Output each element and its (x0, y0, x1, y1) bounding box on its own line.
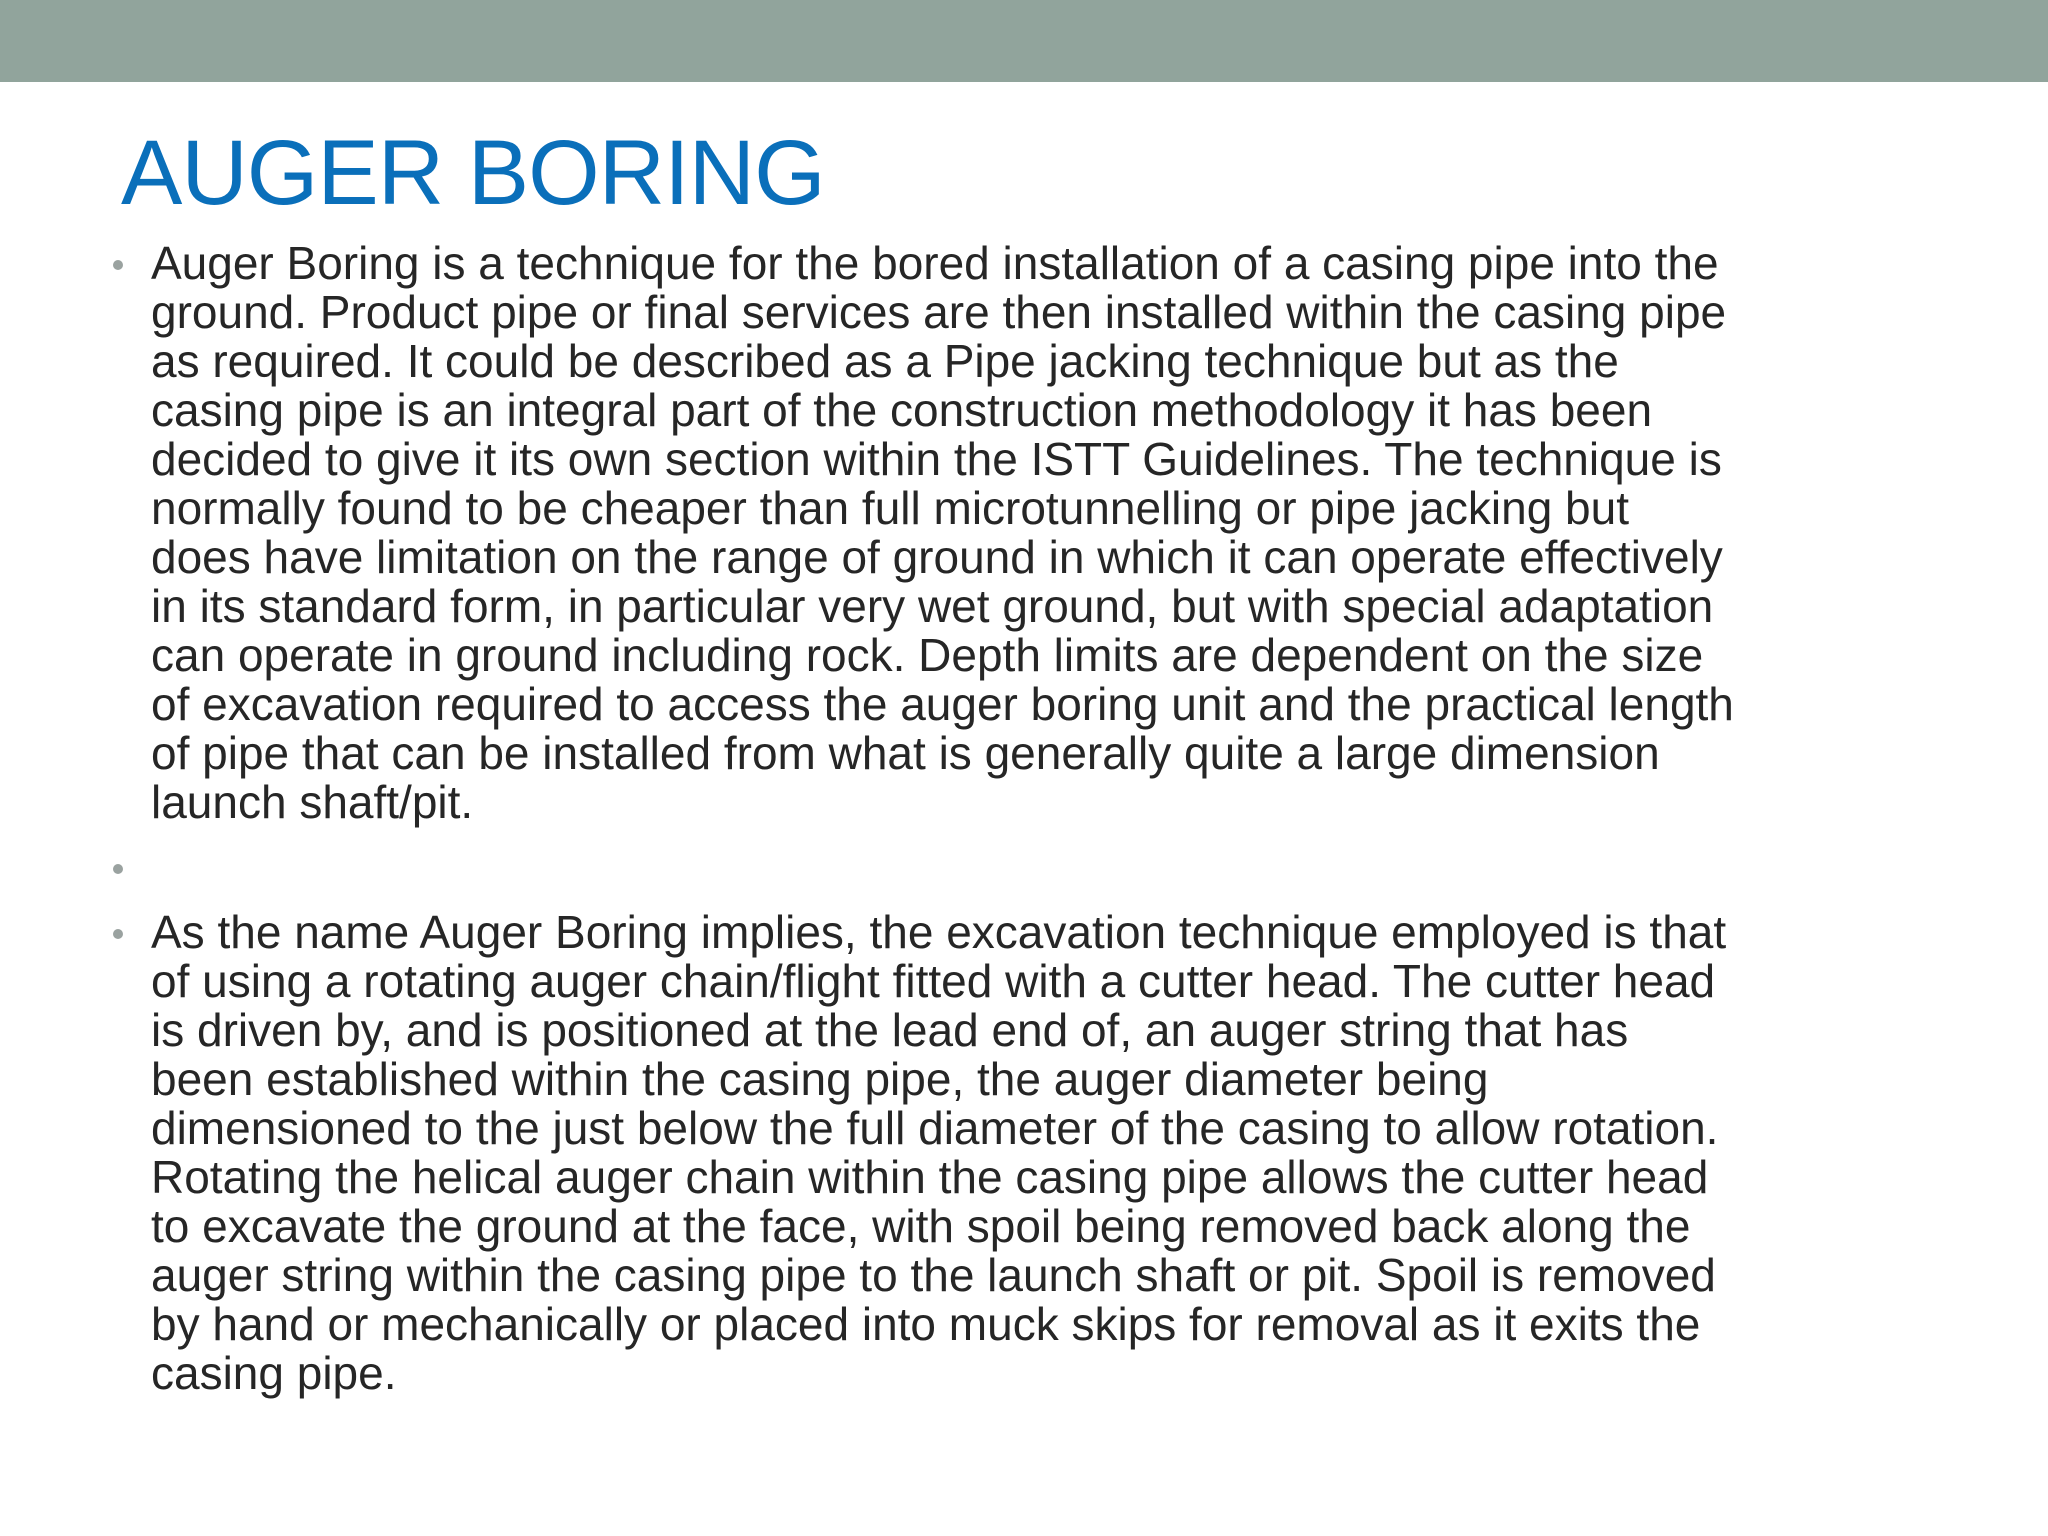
text-line: of excavation required to access the auger boring unit and the practical length (151, 678, 1734, 730)
text-line: dimensioned to the just below the full diameter of the casing to allow rotation. (151, 1102, 1719, 1154)
bullet-item-2-empty (108, 843, 1940, 892)
text-line: to excavate the ground at the face, with spoil being removed back along the (151, 1200, 1691, 1252)
bullet-dot-icon (113, 864, 123, 874)
text-line: launch shaft/pit. (151, 776, 474, 828)
bullet-dot-icon (113, 260, 123, 270)
text-line: is driven by, and is positioned at the lead end of, an auger string that has (151, 1004, 1629, 1056)
text-line: auger string within the casing pipe to the launch shaft or pit. Spoil is removed (151, 1249, 1716, 1301)
text-line: Auger Boring is a technique for the bored installation of a casing pipe into the (151, 237, 1719, 289)
top-accent-bar (0, 0, 2048, 82)
text-line: casing pipe is an integral part of the construction methodology it has been (151, 384, 1653, 436)
text-line: of using a rotating auger chain/flight fitted with a cutter head. The cutter head (151, 955, 1716, 1007)
bullet-item-3 (108, 908, 1940, 1398)
text-line: can operate in ground including rock. Depth limits are dependent on the size (151, 629, 1704, 681)
text-line: decided to give it its own section within the ISTT Guidelines. The technique is (151, 433, 1722, 485)
text-line: casing pipe. (151, 1347, 397, 1399)
text-line: as required. It could be described as a Pipe jacking technique but as the (151, 335, 1619, 387)
text-line: normally found to be cheaper than full microtunnelling or pipe jacking but (151, 482, 1629, 534)
bullet-dot-icon (113, 929, 123, 939)
bullet-list (108, 239, 1940, 1398)
text-line: As the name Auger Boring implies, the excavation technique employed is that (151, 906, 1727, 958)
text-line: in its standard form, in particular very wet ground, but with special adaptation (151, 580, 1714, 632)
text-line: been established within the casing pipe, the auger diameter being (151, 1053, 1489, 1105)
text-line: of pipe that can be installed from what is generally quite a large dimension (151, 727, 1660, 779)
text-line: does have limitation on the range of ground in which it can operate effectively (151, 531, 1723, 583)
slide-title: AUGER BORING (121, 122, 825, 224)
text-line: by hand or mechanically or placed into muck skips for removal as it exits the (151, 1298, 1701, 1350)
text-line: Rotating the helical auger chain within the casing pipe allows the cutter head (151, 1151, 1709, 1203)
bullet-item-1 (108, 239, 1940, 827)
text-line: ground. Product pipe or final services are then installed within the casing pipe (151, 286, 1727, 338)
